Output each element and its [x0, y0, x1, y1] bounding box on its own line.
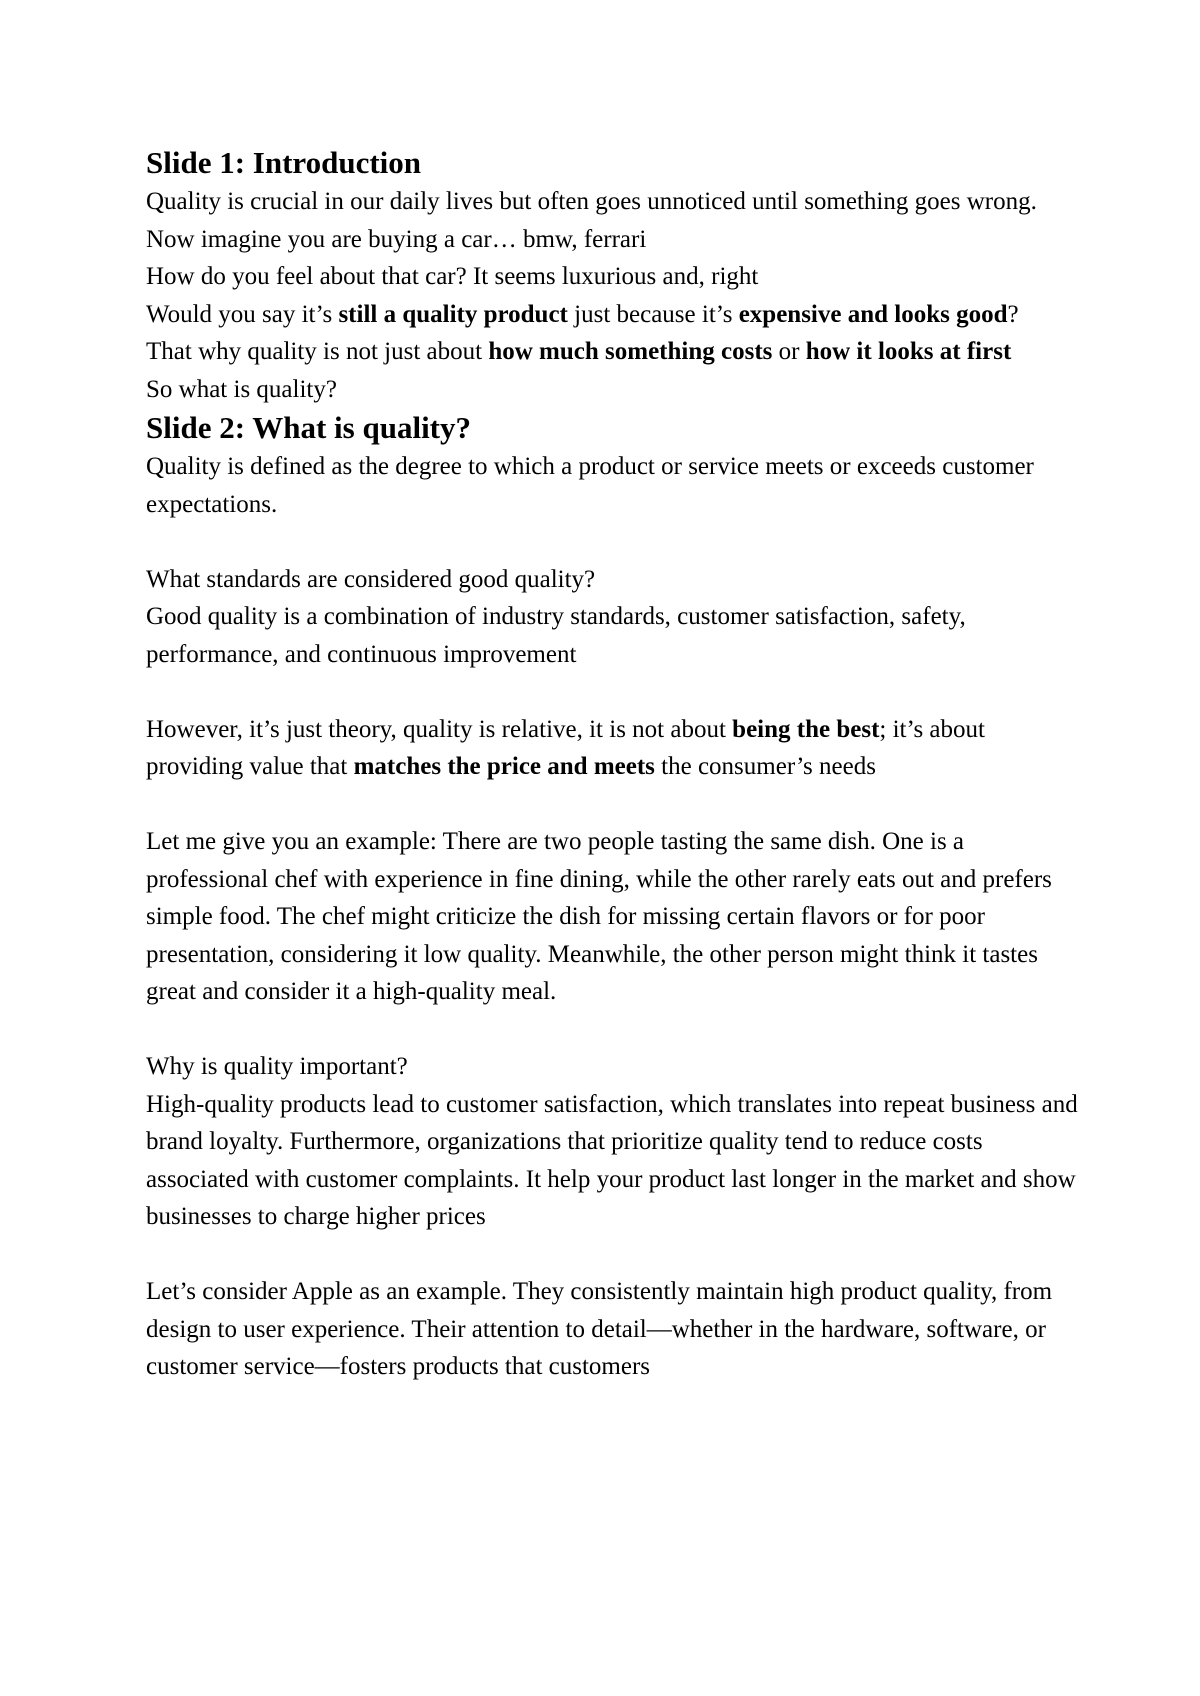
paragraph-spacer: [146, 1011, 1081, 1049]
bold-text-run: matches the price and meets: [353, 753, 655, 780]
slide-2-paragraph-6: Why is quality important?: [146, 1053, 408, 1080]
bold-text-run: still a quality product: [338, 300, 568, 328]
bold-text-run: how it looks at first: [805, 338, 1012, 365]
text-run: just because it’s: [567, 300, 739, 328]
slide-1-paragraph-6: So what is quality?: [146, 375, 337, 403]
text-run: However, it’s just theory, quality is relative, it is not about: [146, 715, 733, 743]
paragraph-spacer: [146, 786, 1081, 824]
slide-2-paragraph-5: Let me give you an example: There are two people tasting the same dish. One is a professional chef with experience in fine dining, while the other rarely eats out and prefers simple food. The chef might criticize the dish for missing certain flavors or for poor presentation, considering it low quality. Meanwhile, the other person might think it tastes great and consider it a high-quality meal.: [146, 828, 1052, 1005]
slide-2-paragraph-7: High-quality products lead to customer satisfaction, which translates into repeat business and brand loyalty. Furthermore, organizations that prioritize quality tend to reduce costs associated with customer complaints. It help your product last longer in the market and show businesses to charge higher prices: [146, 1090, 1078, 1230]
text-run: or: [772, 338, 806, 365]
slide-1-heading: Slide 1: Introduction: [146, 145, 422, 180]
slide-1-paragraph-1: Quality is crucial in our daily lives but often goes unnoticed until something goes wrong.: [146, 188, 1037, 215]
bold-text-run: being the best: [732, 715, 880, 743]
slide-1-paragraph-5: [146, 333, 1081, 371]
slide-2-paragraph-4: [146, 711, 1081, 786]
slide-2-paragraph-1: Quality is defined as the degree to which a product or service meets or exceeds customer expectations.: [146, 453, 1034, 518]
text-run: ; it’s about providing value that: [146, 715, 985, 780]
paragraph-spacer: [146, 1236, 1081, 1274]
bold-text-run: expensive and looks good: [738, 300, 1008, 328]
text-run: That why quality is not just about: [146, 338, 489, 365]
slide-2-paragraph-3: Good quality is a combination of industry standards, customer satisfaction, safety, performance, and continuous improvement: [146, 603, 966, 668]
text-run: Would you say it’s: [146, 300, 339, 328]
slide-2-heading: Slide 2: What is quality?: [146, 410, 472, 445]
document-body: [146, 143, 1081, 1386]
slide-1-paragraph-3: How do you feel about that car? It seems luxurious and, right: [146, 263, 759, 290]
slide-1-paragraph-2: Now imagine you are buying a car… bmw, ferrari: [146, 225, 647, 253]
text-run: the consumer’s needs: [654, 753, 876, 780]
paragraph-spacer: [146, 673, 1081, 711]
paragraph-spacer: [146, 523, 1081, 561]
text-run: ?: [1007, 300, 1019, 328]
slide-2-paragraph-2: What standards are considered good quality?: [146, 565, 596, 593]
slide-1-paragraph-4: [146, 296, 1081, 334]
bold-text-run: how much something costs: [488, 338, 773, 365]
slide-2-paragraph-8: Let’s consider Apple as an example. They consistently maintain high product quality, from design to user experience. Their attention to detail—whether in the hardware, software, or customer service—fosters products that customers: [146, 1278, 1053, 1380]
